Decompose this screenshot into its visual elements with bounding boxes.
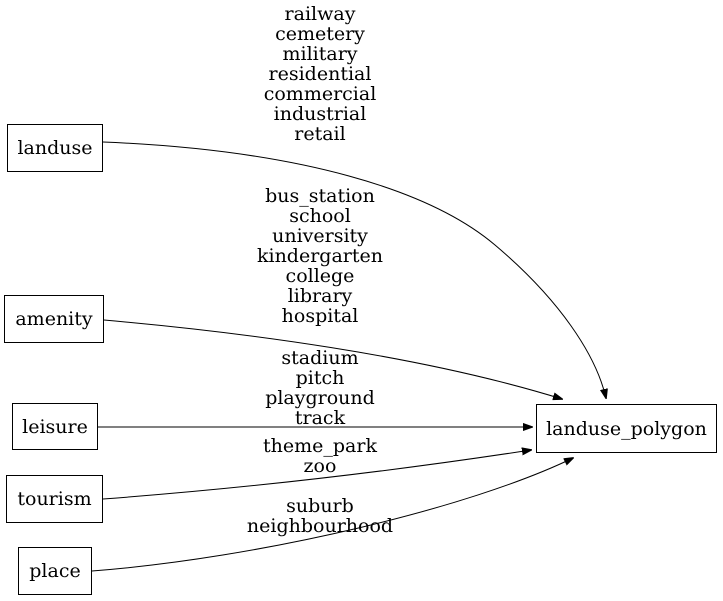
edge-label-line: track bbox=[294, 407, 346, 429]
edge-label-line: pitch bbox=[295, 367, 345, 389]
edge-label-line: retail bbox=[294, 123, 346, 145]
edge-label-line: suburb bbox=[286, 495, 354, 517]
node-landuse_polygon: landuse_polygon bbox=[536, 404, 717, 453]
edge-label-line: military bbox=[282, 43, 358, 65]
edge-label-line: college bbox=[285, 265, 355, 287]
edge-label-line: playground bbox=[265, 387, 375, 409]
edge-label-line: railway bbox=[284, 3, 356, 25]
edge-label-line: neighbourhood bbox=[246, 515, 394, 537]
edge-label-line: industrial bbox=[273, 103, 367, 125]
edge-label-leisure bbox=[220, 348, 420, 428]
edge-label-line: university bbox=[272, 225, 368, 247]
edge-label-landuse bbox=[220, 4, 420, 144]
edge-label-line: kindergarten bbox=[256, 245, 383, 267]
edge-label-line: stadium bbox=[281, 347, 359, 369]
edge-label-line: school bbox=[289, 205, 351, 227]
node-amenity: amenity bbox=[4, 295, 104, 343]
edge-label-amenity bbox=[220, 186, 420, 326]
edge-label-line: residential bbox=[268, 63, 372, 85]
edge-label-line: hospital bbox=[281, 305, 359, 327]
edge-label-line: zoo bbox=[303, 455, 337, 477]
node-leisure: leisure bbox=[12, 403, 98, 450]
edge-label-line: library bbox=[287, 285, 353, 307]
edge-label-line: bus_station bbox=[265, 185, 375, 207]
node-place: place bbox=[18, 547, 92, 595]
edge-label-line: commercial bbox=[263, 83, 377, 105]
edge-label-tourism bbox=[220, 436, 420, 476]
node-tourism: tourism bbox=[6, 475, 103, 523]
node-landuse: landuse bbox=[7, 124, 103, 172]
edge-label-line: theme_park bbox=[263, 435, 377, 457]
edge-label-place bbox=[220, 496, 420, 536]
edge-label-line: cemetery bbox=[275, 23, 365, 45]
